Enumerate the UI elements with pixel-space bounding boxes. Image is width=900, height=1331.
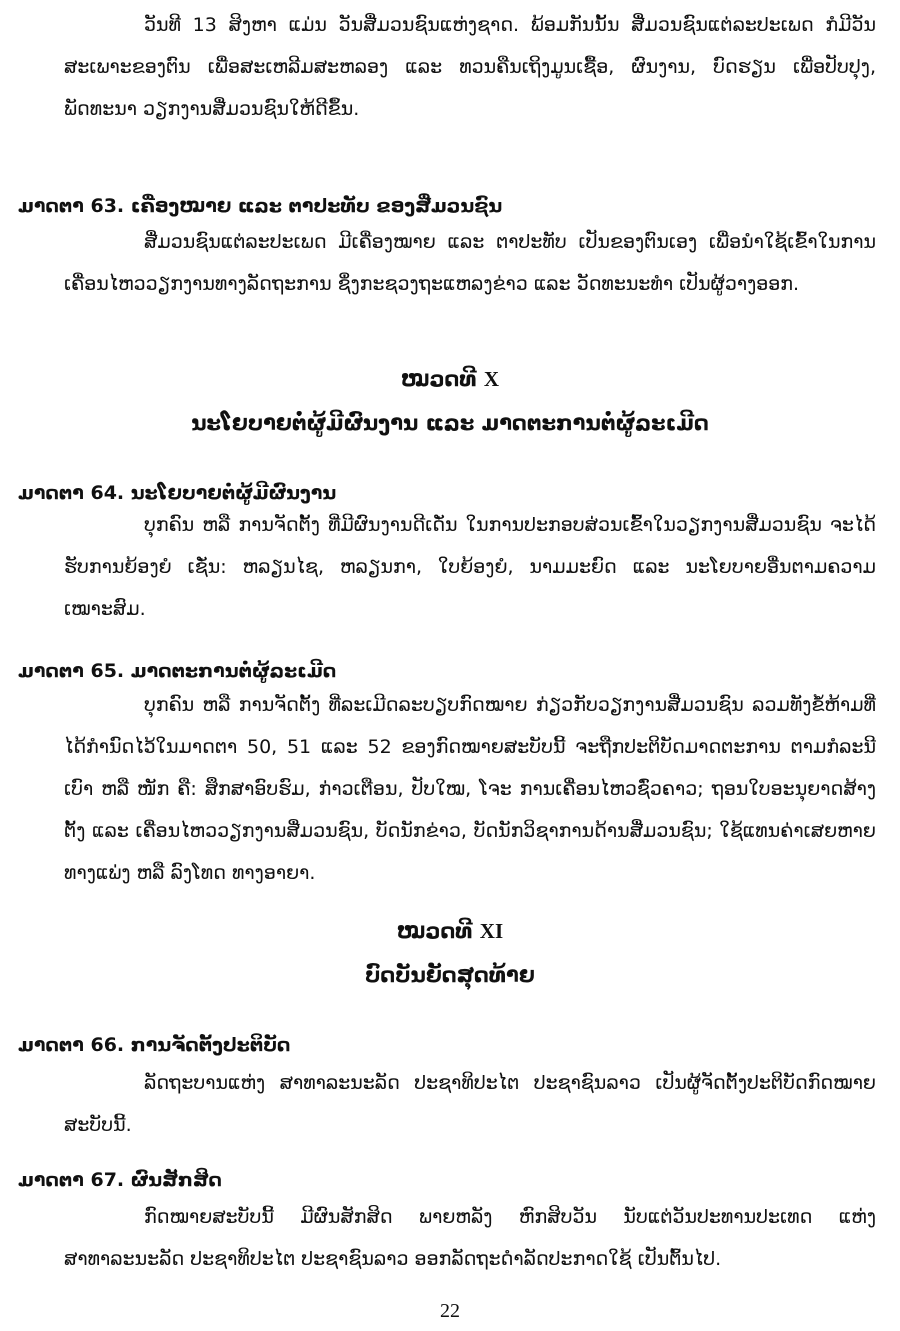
article-66-body: ລັດຖະບານແຫ່ງ ສາທາລະນະລັດ ປະຊາທິປະໄຕ ປະຊາຊົນລາວ ເປັນຜູ້ຈັດຕັ້ງປະຕິບັດກົດໝາຍສະບັບນີ້.: [64, 1072, 876, 1136]
article-63-body: ສື່ມວນຊົນແຕ່ລະປະເພດ ມີເຄື່ອງໝາຍ ແລະ ຕາປະທັບ ເປັນຂອງຕົນເອງ ເພື່ອນໍາໃຊ້ເຂົ້າໃນການເຄື່ອນໄຫວວຽກງານທາງລັດຖະການ ຊຶ່ງກະຊວງຖະແຫລງຂ່າວ ແລະ ວັດທະນະທໍາ ເປັນຜູ້ວາງອອກ.: [64, 231, 876, 295]
article-64-heading: ມາດຕາ 64. ນະໂຍບາຍຕໍ່ຜູ້ມີຜົນງານ: [18, 482, 337, 504]
article-67-body: ກົດໝາຍສະບັບນີ້ ມີຜົນສັກສິດ ພາຍຫລັງ ຫົກສິບວັນ ນັບແຕ່ວັນປະທານປະເທດ ແຫ່ງສາທາລະນະລັດ ປະຊາທິປະໄຕ ປະຊາຊົນລາວ ອອກລັດຖະດໍາລັດປະກາດໃຊ້ ເປັນຕົ້ນໄປ.: [64, 1206, 876, 1270]
article-65-body: ບຸກຄົນ ຫລື ການຈັດຕັ້ງ ທີ່ລະເມີດລະບຽບກົດໝາຍ ກ່ຽວກັບວຽກງານສື່ມວນຊົນ ລວມທັງຂໍ້ຫ້າມທີ່ໄດ້ກໍານົດໄວ້ໃນມາດຕາ 50, 51 ແລະ 52 ຂອງກົດໝາຍສະບັບນີ້ ຈະຖືກປະຕິບັດມາດຕະການ ຕາມກໍລະນີເບົາ ຫລື ໜັກ ຄື: ສຶກສາອົບຮົມ, ກ່າວເຕືອນ, ປັບໃໝ, ໂຈະ ການເຄື່ອນໄຫວຊົ່ວຄາວ; ຖອນໃບອະນຸຍາດສ້າງຕັ້ງ ແລະ ເຄື່ອນໄຫວວຽກງານສື່ມວນຊົນ, ບັດນັກຂ່າວ, ບັດນັກວິຊາການດ້ານສື່ມວນຊົນ; ໃຊ້ແທນຄ່າເສຍຫາຍທາງແພ່ງ ຫລື ລົງໂທດ ທາງອາຍາ.: [64, 694, 876, 884]
chapter-x-title: ນະໂຍບາຍຕໍ່ຜູ້ມີຜົນງານ ແລະ ມາດຕະການຕໍ່ຜູ້ລະເມີດ: [191, 411, 709, 435]
article-64-body: ບຸກຄົນ ຫລື ການຈັດຕັ້ງ ທີ່ມີຜົນງານດີເດັ່ນ ໃນການປະກອບສ່ວນເຂົ້າໃນວຽກງານສື່ມວນຊົນ ຈະໄດ້ຮັບການຍ້ອງຍໍ ເຊັ່ນ: ຫລຽນໄຊ, ຫລຽນກາ, ໃບຍ້ອງຍໍ, ນາມມະຍົດ ແລະ ນະໂຍບາຍອື່ນຕາມຄວາມເໝາະສົມ.: [64, 514, 876, 620]
chapter-xi-label: ໝວດທີ: [396, 919, 473, 943]
chapter-x-number: X: [483, 367, 500, 391]
chapter-xi-heading: [0, 914, 900, 948]
chapter-x-label: ໝວດທີ: [400, 367, 477, 391]
chapter-x-heading: [0, 362, 900, 396]
chapter-xi-number: XI: [479, 919, 504, 943]
article-63-heading: ມາດຕາ 63. ເຄື່ອງໝາຍ ແລະ ຕາປະທັບ ຂອງສື່ມວນຊົນ: [18, 195, 503, 217]
intro-paragraph: ວັນທີ 13 ສິງຫາ ແມ່ນ ວັນສື່ມວນຊົນແຫ່ງຊາດ. ພ້ອມກັນນັ້ນ ສື່ມວນຊົນແຕ່ລະປະເພດ ກໍມີວັນສະເພາະຂອງຕົນ ເພື່ອສະເຫລີມສະຫລອງ ແລະ ທວນຄືນເຖິງມູນເຊື້ອ, ຜົນງານ, ບົດຮຽນ ເພື່ອປັບປຸງ, ພັດທະນາ ວຽກງານສື່ມວນຊົນໃຫ້ດີຂຶ້ນ.: [64, 14, 876, 120]
chapter-xi-title: ບົດບັນຍັດສຸດທ້າຍ: [365, 963, 535, 987]
article-66-heading: ມາດຕາ 66. ການຈັດຕັ້ງປະຕິບັດ: [18, 1034, 291, 1056]
article-65-heading: ມາດຕາ 65. ມາດຕະການຕໍ່ຜູ້ລະເມີດ: [18, 660, 337, 682]
article-67-heading: ມາດຕາ 67. ຜົນສັກສິດ: [18, 1169, 222, 1191]
page-number: 22: [440, 1300, 460, 1322]
